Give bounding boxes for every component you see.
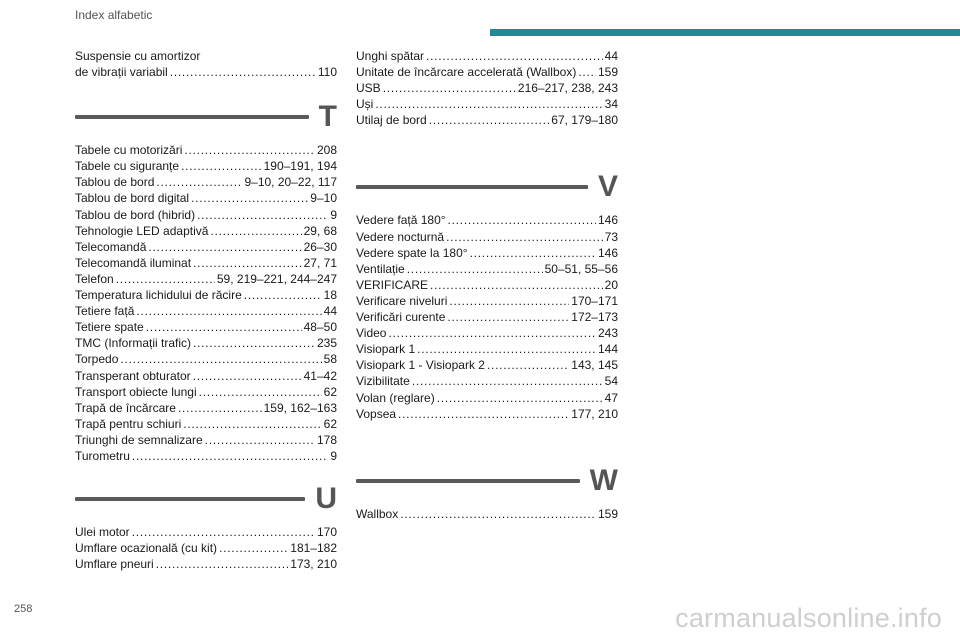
section-v xyxy=(356,170,618,421)
section-rule xyxy=(356,479,580,483)
entry-pages: 26–30 xyxy=(303,239,337,254)
right-column xyxy=(356,48,618,522)
dot-leader xyxy=(132,448,328,464)
dot-leader xyxy=(170,64,316,80)
section-rule xyxy=(75,115,309,119)
entry-name: Temperatura lichidului de răcire xyxy=(75,288,242,303)
index-entry xyxy=(75,271,337,287)
index-entry xyxy=(356,112,618,128)
dot-leader xyxy=(487,357,569,373)
entry-pages: 110 xyxy=(317,65,337,80)
entry-pages: 159 xyxy=(597,65,618,80)
dot-leader xyxy=(197,207,328,223)
dot-leader xyxy=(193,335,315,351)
entry-pages: 27, 71 xyxy=(303,255,337,270)
entry-name: Vedere față 180° xyxy=(356,213,446,228)
entry-name: Vizibilitate xyxy=(356,374,410,389)
index-entry xyxy=(356,261,618,277)
entry-name: Ulei motor xyxy=(75,525,130,540)
dot-leader xyxy=(447,309,569,325)
entry-list xyxy=(75,524,337,572)
dot-leader xyxy=(136,303,321,319)
index-entry xyxy=(75,556,337,572)
index-entry xyxy=(75,432,337,448)
section-letter: V xyxy=(597,170,618,204)
entry-list xyxy=(356,48,618,128)
entry-name: USB xyxy=(356,81,381,96)
dot-leader xyxy=(375,96,602,112)
index-entry xyxy=(75,416,337,432)
dot-leader xyxy=(219,540,288,556)
entry-name: Tablou de bord (hibrid) xyxy=(75,207,196,222)
entry-name: Triunghi de semnalizare xyxy=(75,432,203,447)
entry-name: de vibrații variabil xyxy=(75,65,168,80)
entry-pages: 177, 210 xyxy=(571,406,618,421)
entry-pages: 170 xyxy=(316,525,337,540)
entry-name: TMC (Informații trafic) xyxy=(75,336,192,351)
dot-leader xyxy=(156,556,289,572)
dot-leader xyxy=(205,432,315,448)
index-entry xyxy=(356,325,618,341)
entry-pages: 181–182 xyxy=(290,541,337,556)
index-entry xyxy=(75,368,337,384)
entry-pages: 59, 219–221, 244–247 xyxy=(216,271,337,286)
dot-leader xyxy=(578,64,596,80)
entry-pages: 216–217, 238, 243 xyxy=(517,81,618,96)
watermark: carmanualsonline.info xyxy=(675,603,942,633)
entry-name: Video xyxy=(356,326,387,341)
index-entry xyxy=(75,239,337,255)
entry-pages: 159 xyxy=(597,506,618,521)
section-t xyxy=(75,100,337,464)
dot-leader xyxy=(448,212,596,228)
section-rule xyxy=(356,185,588,189)
entry-pages: 62 xyxy=(323,384,337,399)
entry-name: Verificare niveluri xyxy=(356,293,448,308)
entry-name: Ventilație xyxy=(356,261,405,276)
section-w xyxy=(356,464,618,522)
dot-leader xyxy=(383,80,516,96)
index-entry xyxy=(356,373,618,389)
entry-name: Vedere nocturnă xyxy=(356,229,445,244)
dot-leader xyxy=(449,293,569,309)
index-entry xyxy=(356,80,618,96)
index-entry xyxy=(356,341,618,357)
entry-name: Umflare ocazională (cu kit) xyxy=(75,541,218,556)
entry-name: Turometru xyxy=(75,448,130,463)
dot-leader xyxy=(244,287,322,303)
index-entry xyxy=(75,158,337,174)
section-letter: T xyxy=(318,100,337,134)
entry-name-line1: Suspensie cu amortizor xyxy=(75,49,201,63)
entry-pages: 146 xyxy=(597,213,618,228)
dot-leader xyxy=(148,239,301,255)
entry-name: Uși xyxy=(356,97,374,112)
entry-pages: 62 xyxy=(323,416,337,431)
index-entry xyxy=(75,287,337,303)
index-entry xyxy=(356,390,618,406)
index-entry xyxy=(75,207,337,223)
entry-pages: 159, 162–163 xyxy=(263,400,337,415)
dot-leader xyxy=(156,174,242,190)
entry-name: Trapă pentru schiuri xyxy=(75,416,182,431)
entry-pages: 20 xyxy=(604,277,618,292)
entry-name: Tablou de bord xyxy=(75,175,155,190)
entry-name: Unghi spătar xyxy=(356,49,425,63)
index-entry xyxy=(356,96,618,112)
dot-leader xyxy=(193,368,302,384)
dot-leader xyxy=(470,245,596,261)
entry-pages: 54 xyxy=(604,374,618,389)
index-entry xyxy=(356,212,618,228)
entry-name: Transport obiecte lungi xyxy=(75,384,197,399)
entry-name: Vedere spate la 180° xyxy=(356,245,468,260)
entry-name: Telecomandă xyxy=(75,239,147,254)
section-header xyxy=(356,170,618,204)
dot-leader xyxy=(412,373,603,389)
entry-name: Wallbox xyxy=(356,506,399,521)
dot-leader xyxy=(446,229,603,245)
entry-name: Vopsea xyxy=(356,406,397,421)
entry-name: Volan (reglare) xyxy=(356,390,435,405)
entry-name: Verificări curente xyxy=(356,310,446,325)
dot-leader xyxy=(184,142,315,158)
entry-name: VERIFICARE xyxy=(356,277,429,292)
header-title: Index alfabetic xyxy=(75,8,153,22)
entry-pages: 235 xyxy=(316,336,337,351)
entry-name: Tetiere spate xyxy=(75,320,144,335)
index-entry xyxy=(75,448,337,464)
index-entry xyxy=(75,319,337,335)
entry-pages: 48–50 xyxy=(303,320,337,335)
dot-leader xyxy=(120,351,321,367)
page-number: 258 xyxy=(14,603,33,615)
dot-leader xyxy=(210,223,301,239)
section-header xyxy=(356,464,618,498)
index-entry xyxy=(75,142,337,158)
entry-pages: 9–10 xyxy=(310,191,337,206)
entry-name: Torpedo xyxy=(75,352,119,367)
index-entry-suspensie xyxy=(75,48,337,80)
dot-leader xyxy=(407,261,543,277)
entry-name: Visiopark 1 xyxy=(356,342,416,357)
entry-name: Tabele cu motorizări xyxy=(75,143,183,158)
entry-list xyxy=(356,212,618,421)
section-letter: U xyxy=(315,482,337,516)
entry-name: Transperant obturator xyxy=(75,368,191,383)
index-entry xyxy=(75,303,337,319)
entry-pages: 178 xyxy=(316,432,337,447)
entry-pages: 208 xyxy=(316,143,337,158)
entry-name: Utilaj de bord xyxy=(356,113,427,128)
dot-leader xyxy=(146,319,302,335)
index-entry xyxy=(356,48,618,64)
entry-name: Unitate de încărcare accelerată (Wallbox) xyxy=(356,65,577,80)
entry-name: Visiopark 1 - Visiopark 2 xyxy=(356,358,485,373)
section-rule xyxy=(75,497,305,501)
entry-pages: 144 xyxy=(597,342,618,357)
entry-pages: 243 xyxy=(597,326,618,341)
index-entry xyxy=(356,406,618,422)
index-entry xyxy=(75,335,337,351)
section-letter: W xyxy=(589,463,618,497)
entry-list xyxy=(75,142,337,464)
entry-pages: 9 xyxy=(330,448,337,463)
index-entry xyxy=(356,309,618,325)
index-entry xyxy=(75,255,337,271)
index-entry xyxy=(356,277,618,293)
index-entry xyxy=(75,351,337,367)
section-header xyxy=(75,482,337,516)
dot-leader xyxy=(388,325,595,341)
dot-leader xyxy=(417,341,596,357)
entry-pages: 146 xyxy=(597,245,618,260)
dot-leader xyxy=(430,277,603,293)
index-entry xyxy=(75,223,337,239)
entry-pages: 172–173 xyxy=(571,310,618,325)
header-accent-bar xyxy=(490,29,960,36)
entry-pages: 143, 145 xyxy=(571,358,618,373)
entry-pages: 173, 210 xyxy=(290,557,337,572)
index-entry xyxy=(75,540,337,556)
index-entry xyxy=(75,400,337,416)
entry-name: Tehnologie LED adaptivă xyxy=(75,223,209,238)
index-entry xyxy=(356,245,618,261)
left-column xyxy=(75,48,337,572)
index-entry xyxy=(356,506,618,522)
entry-list xyxy=(356,506,618,522)
dot-leader xyxy=(132,524,315,540)
dot-leader xyxy=(437,390,603,406)
entry-pages: 190–191, 194 xyxy=(263,159,337,174)
entry-pages: 18 xyxy=(323,288,337,303)
dot-leader xyxy=(116,271,215,287)
dot-leader xyxy=(181,158,262,174)
index-entry xyxy=(356,64,618,80)
dot-leader xyxy=(191,190,308,206)
index-entry xyxy=(356,293,618,309)
section-header xyxy=(75,100,337,134)
entry-name: Telefon xyxy=(75,271,114,286)
entry-pages: 44 xyxy=(323,304,337,319)
entry-pages: 29, 68 xyxy=(303,223,337,238)
index-entry xyxy=(356,357,618,373)
dot-leader xyxy=(183,416,321,432)
entry-pages: 67, 179–180 xyxy=(551,113,618,128)
entry-pages: 41–42 xyxy=(303,368,337,383)
entry-name: Tabele cu siguranțe xyxy=(75,159,180,174)
entry-name: Tetiere față xyxy=(75,304,135,319)
dot-leader xyxy=(400,506,596,522)
entry-name: Trapă de încărcare xyxy=(75,400,176,415)
entry-name: Umflare pneuri xyxy=(75,557,154,572)
index-entry xyxy=(75,174,337,190)
entry-pages: 73 xyxy=(604,229,618,244)
entry-pages: 170–171 xyxy=(571,293,618,308)
index-entry xyxy=(75,384,337,400)
entry-pages: 50–51, 55–56 xyxy=(544,261,618,276)
dot-leader xyxy=(178,400,262,416)
dot-leader xyxy=(193,255,302,271)
entry-pages: 58 xyxy=(323,352,337,367)
entry-pages: 47 xyxy=(604,390,618,405)
section-u xyxy=(75,482,337,572)
index-entry xyxy=(75,524,337,540)
entry-name: Tablou de bord digital xyxy=(75,191,190,206)
entry-name: Telecomandă iluminat xyxy=(75,255,192,270)
dot-leader xyxy=(426,48,603,64)
dot-leader xyxy=(199,384,322,400)
entry-pages: 9–10, 20–22, 117 xyxy=(244,175,337,190)
index-entry xyxy=(75,190,337,206)
entry-pages: 34 xyxy=(604,97,618,112)
entry-pages: 44 xyxy=(604,49,618,63)
dot-leader xyxy=(398,406,569,422)
index-entry xyxy=(356,229,618,245)
entry-pages: 9 xyxy=(330,207,337,222)
dot-leader xyxy=(429,112,550,128)
